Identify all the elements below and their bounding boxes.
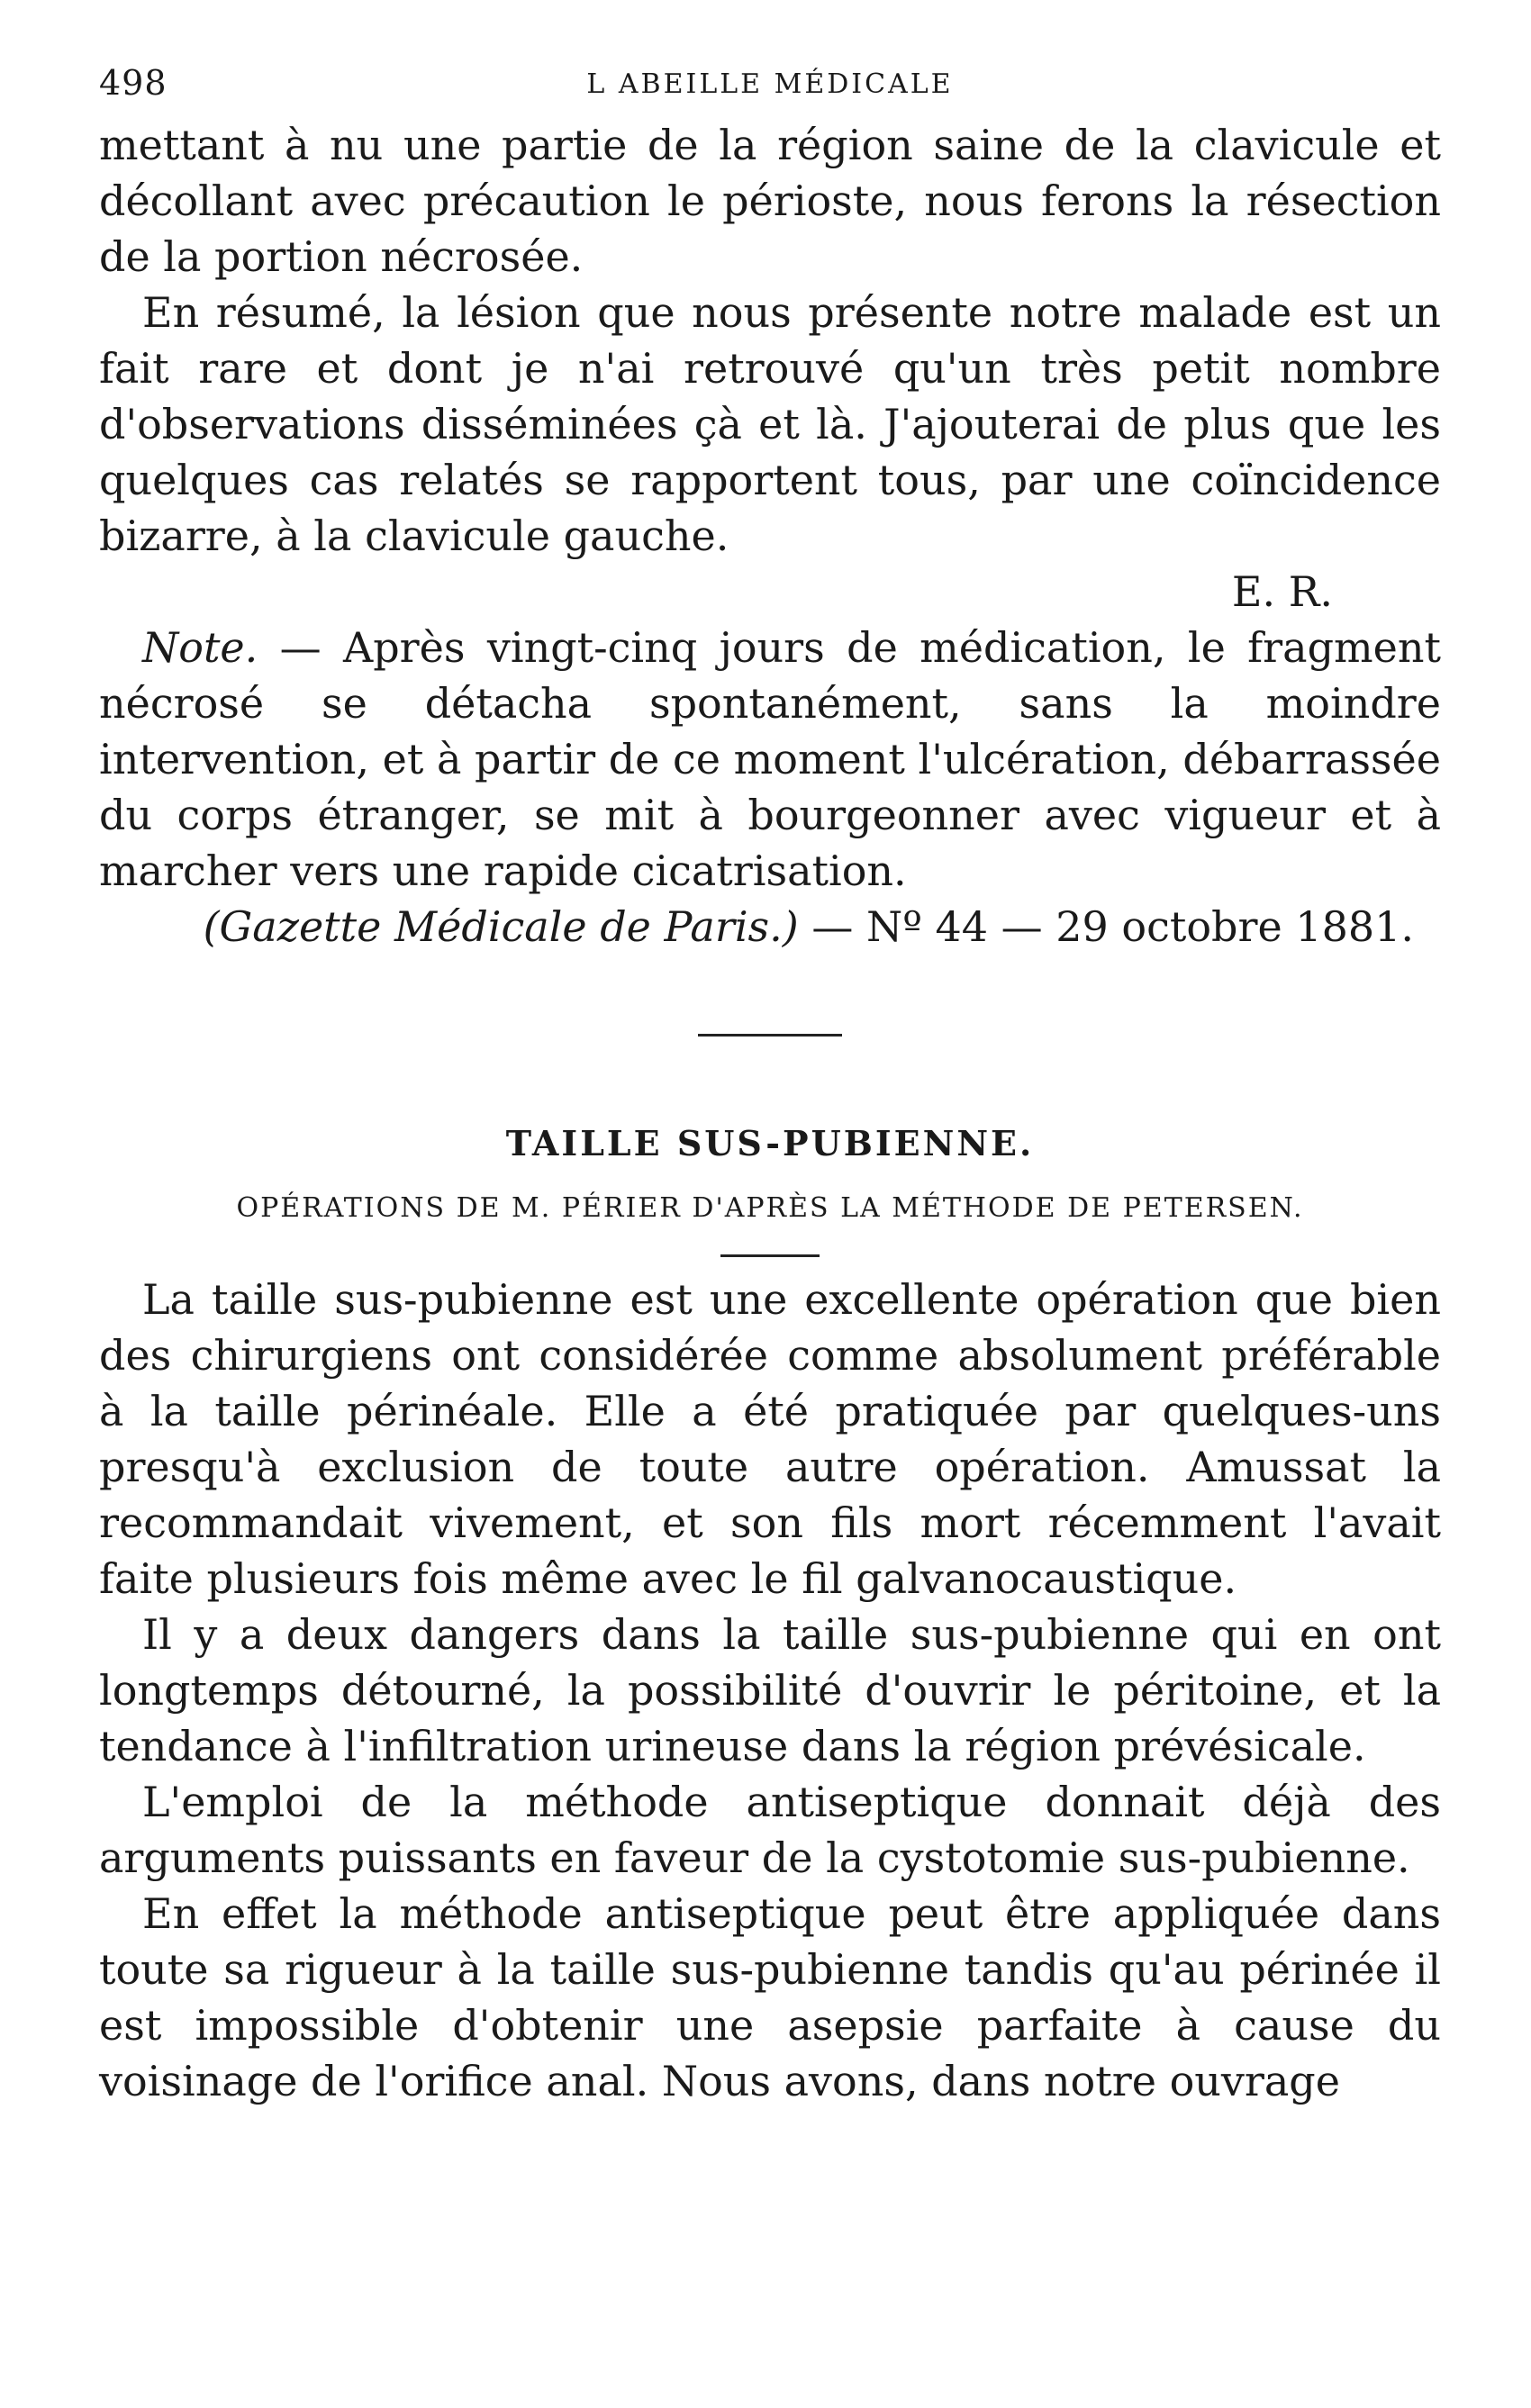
note-paragraph: [99, 620, 1441, 899]
note-label: Note.: [142, 623, 258, 672]
citation-issue: — Nº 44 — 29 octobre 1881.: [798, 902, 1414, 951]
running-head: [99, 63, 1441, 117]
author-signature: E. R.: [1231, 567, 1333, 616]
section-divider: [698, 1034, 842, 1037]
article2-paragraph-1: La taille sus-pubienne est une excellente opération que bien des chirurgiens ont considérée comme absolument préférable à la taille périnéale. Elle a été pratiquée par quelques-uns presqu'à exclusion de toute autre opération. Amussat la recommandait vivement, et son fils mort récemment l'avait faite plusieurs fois même avec le fil galvanocaustique.: [99, 1275, 1441, 1603]
page-number: 498: [99, 63, 168, 103]
article2-paragraph-4: En effet la méthode antiseptique peut être appliquée dans toute sa rigueur à la taille sus-pubienne tandis qu'au périnée il est impossible d'obtenir une asepsie parfaite à cause du voisinage de l'orifice anal. Nous avons, dans notre ouvrage: [99, 1889, 1441, 2105]
running-title: L ABEILLE MÉDICALE: [586, 68, 954, 100]
citation: [99, 899, 1441, 955]
article1-paragraph-1: mettant à nu une partie de la région saine de la clavicule et décollant avec précaution le périoste, nous ferons la résection de la portion nécrosée.: [99, 121, 1441, 281]
article1-paragraph-2: En résumé, la lésion que nous présente notre malade est un fait rare et dont je n'ai retrouvé qu'un très petit nombre d'observations disséminées çà et là. J'ajouterai de plus que les quelques cas relatés se rapportent tous, par une coïncidence bizarre, à la clavicule gauche.: [99, 288, 1441, 560]
subtitle-divider: [720, 1254, 820, 1257]
citation-source: (Gazette Médicale de Paris.): [203, 902, 799, 951]
section-title: TAILLE SUS-PUBIENNE.: [505, 1123, 1035, 1163]
page: [99, 63, 1441, 2109]
section-subtitle: OPÉRATIONS DE M. PÉRIER D'APRÈS LA MÉTHODE DE PETERSEN.: [236, 1192, 1304, 1224]
article2-paragraph-2: Il y a deux dangers dans la taille sus-pubienne qui en ont longtemps détourné, la possibilité d'ouvrir le péritoine, et la tendance à l'infiltration urineuse dans la région prévésicale.: [99, 1610, 1441, 1770]
note-text: — Après vingt-cinq jours de médication, le fragment nécrosé se détacha spontanément, sans la moindre intervention, et à partir de ce moment l'ulcération, débarrassée du corps étranger, se mit à bourgeonner avec vigueur et à marcher vers une rapide cicatrisation.: [99, 623, 1441, 895]
article2-paragraph-3: L'emploi de la méthode antiseptique donnait déjà des arguments puissants en faveur de la cystotomie sus-pubienne.: [99, 1778, 1441, 1882]
